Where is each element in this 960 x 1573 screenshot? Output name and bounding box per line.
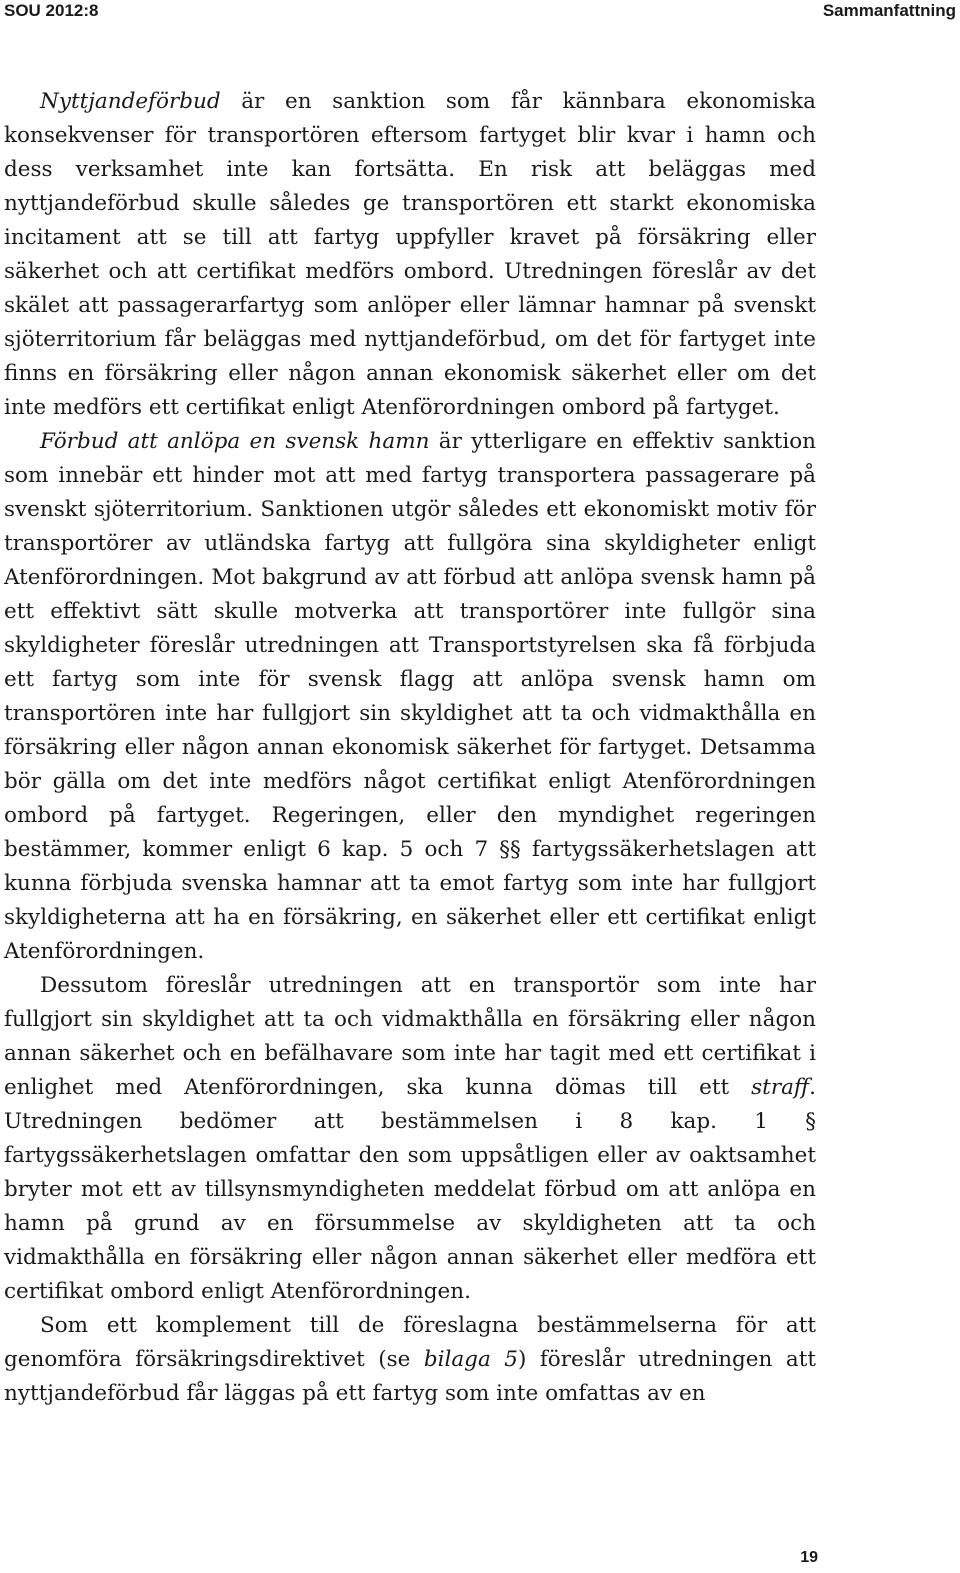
italic-term: bilaga 5 <box>423 1347 518 1372</box>
paragraph-straff <box>4 969 816 1309</box>
paragraph-forbud-att-anlopa <box>4 425 816 969</box>
paragraph-nyttjandeforbud <box>4 85 816 425</box>
paragraph-text: Som ett komplement till de föreslagna bestämmelserna för att genomföra försäkringsdirektivet (se <box>4 1313 816 1372</box>
running-header <box>0 0 960 24</box>
italic-term: straff <box>751 1075 810 1100</box>
body-text <box>4 85 816 1411</box>
paragraph-komplement <box>4 1309 816 1411</box>
document-reference: SOU 2012:8 <box>4 1 99 20</box>
italic-term: Nyttjandeförbud <box>40 89 221 114</box>
page-number: 19 <box>800 1549 818 1566</box>
paragraph-text: . Utredningen bedömer att bestämmelsen i 8 kap. 1 § fartygssäkerhetslagen omfattar den som uppsåtligen eller av oaktsamhet bryter mot ett av tillsynsmyndigheten meddelat förbud om att anlöpa en hamn på grund av en försummelse av skyldigheten att ta och vidmakthålla en försäkring eller någon annan säkerhet eller medföra ett certifikat ombord enligt Atenförordningen. <box>4 1075 816 1304</box>
italic-term: Förbud att anlöpa en svensk hamn <box>40 429 430 454</box>
section-title: Sammanfattning <box>822 1 956 20</box>
paragraph-text: Dessutom föreslår utredningen att en transportör som inte har fullgjort sin skyldighet att ta och vidmakthålla en försäkring eller någon annan säkerhet och en befälhavare som inte har tagit med ett certifikat i enlighet med Atenförordningen, ska kunna dömas till ett <box>4 973 816 1100</box>
paragraph-text: ) föreslår utredningen att nyttjandeförbud får läggas på ett fartyg som inte omfattas av en <box>4 1347 816 1406</box>
paragraph-text: är en sanktion som får kännbara ekonomiska konsekvenser för transportören eftersom fartyget blir kvar i hamn och dess verksamhet inte kan fortsätta. En risk att beläggas med nyttjandeförbud skulle således ge transportören ett starkt ekonomiska incitament att se till att fartyg uppfyller kravet på försäkring eller säkerhet och att certifikat medförs ombord. Utredningen föreslår av det skälet att passagerarfartyg som anlöper eller lämnar hamnar på svenskt sjöterritorium får beläggas med nyttjandeförbud, om det för fartyget inte finns en försäkring eller någon annan ekonomisk säkerhet eller om det inte medförs ett certifikat enligt Atenförordningen ombord på fartyget. <box>4 89 816 420</box>
paragraph-text: är ytterligare en effektiv sanktion som innebär ett hinder mot att med fartyg transportera passagerare på svenskt sjöterritorium. Sanktionen utgör således ett ekonomiskt motiv för transportörer av utländska fartyg att fullgöra sina skyldigheter enligt Atenförordningen. Mot bakgrund av att förbud att anlöpa svensk hamn på ett effektivt sätt skulle motverka att transportörer inte fullgör sina skyldigheter föreslår utredningen att Transportstyrelsen ska få förbjuda ett fartyg som inte för svensk flagg att anlöpa svensk hamn om transportören inte har fullgjort sin skyldighet att ta och vidmakthålla en försäkring eller någon annan ekonomisk säkerhet för fartyget. Detsamma bör gälla om det inte medförs något certifikat enligt Atenförordningen ombord på fartyget. Regeringen, eller den myndighet regeringen bestämmer, kommer enligt 6 kap. 5 och 7 §§ fartygssäkerhetslagen att kunna förbjuda svenska hamnar att ta emot fartyg som inte har fullgjort skyldigheterna att ha en försäkring, en säkerhet eller ett certifikat enligt Atenförordningen. <box>4 429 816 964</box>
